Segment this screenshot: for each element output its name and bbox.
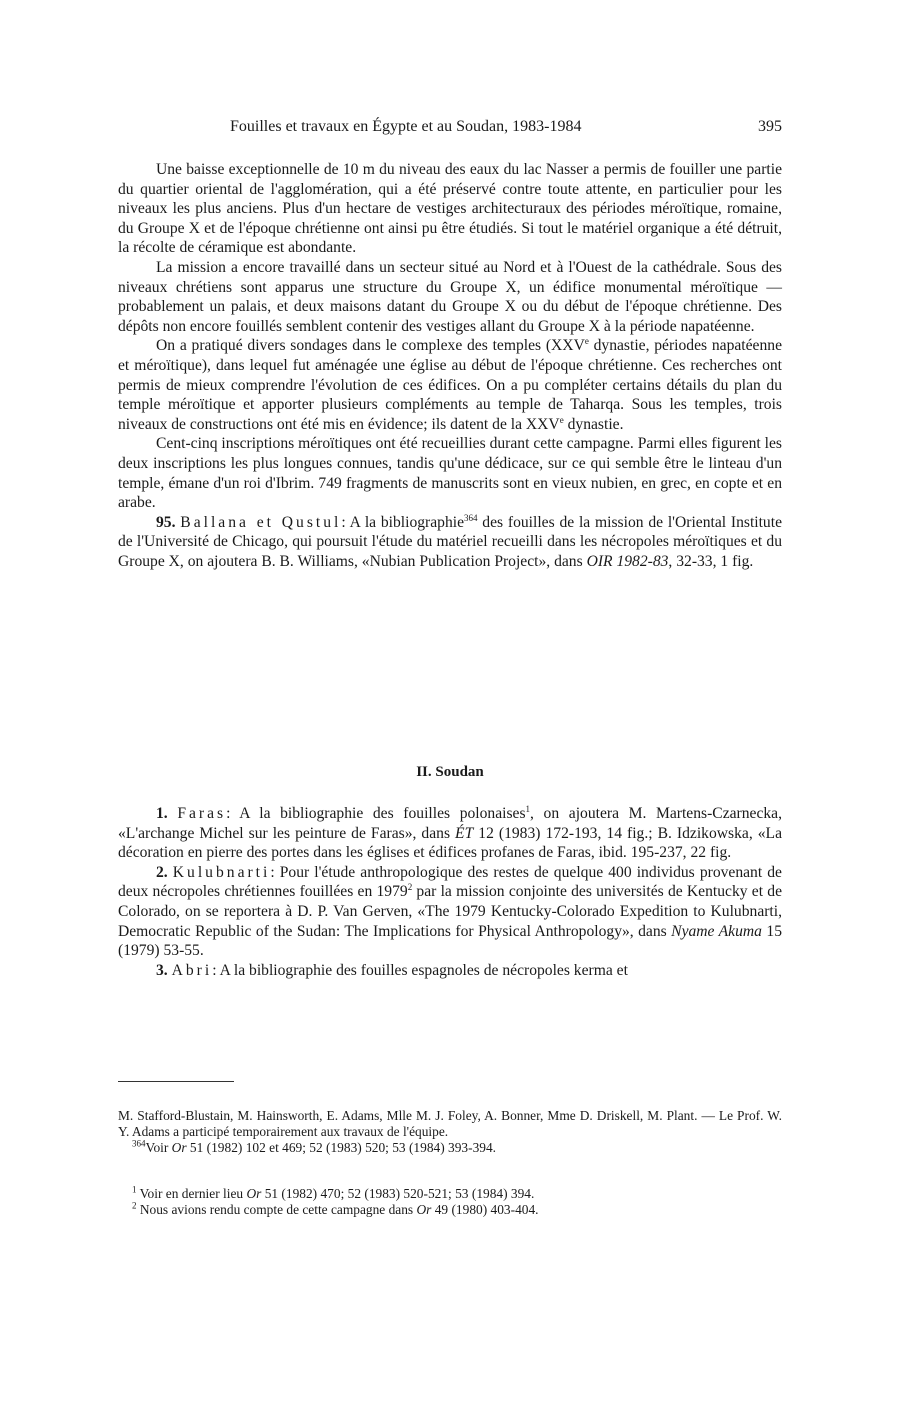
section-soudan — [118, 804, 782, 980]
entry-number: 95. — [156, 513, 176, 531]
entry-kulubnarti: 2. Kulubnarti: Pour l'étude anthropologique des restes de quelque 400 individus provenant de deux nécropoles chrétiennes fouillées en 1979$^2$ par la mission conjointe des universités de Kentucky et de Colorado, on se reportera à D. P. Van Gerven, «The 1979 Kentucky-Colorado Expedition to Kulubnarti, Democratic Republic of the Sudan: The Implications for Physical Anthropology», dans Nyame Akuma 15 (1979) 53-55. — [118, 863, 782, 960]
entry-ballana-qustul: 95. Ballana et Qustul: A la bibliographie$^{364}$ des fouilles de la mission de l'Oriental Institute de l'Université de Chicago, qui poursuit l'étude du matériel recueilli dans les nécropoles méroïtiques et du Groupe X, on ajoutera B. B. Williams, «Nubian Publication Project», dans OIR 1982-83, 32-33, 1 fig. — [118, 512, 782, 570]
footnote-2: $^2$ Nous avions rendu compte de cette campagne dans Or 49 (1980) 403-404. — [132, 1200, 539, 1217]
footnote-ref: 1 — [525, 803, 531, 814]
footnote-1: $^1$ Voir en dernier lieu Or 51 (1982) 470; 52 (1983) 520-521; 53 (1984) 394. — [132, 1184, 535, 1201]
footnote-ref: 2 — [407, 882, 413, 893]
site-name: Kulubnarti — [172, 863, 271, 881]
running-header — [118, 118, 782, 140]
entry-abri: 3. Abri: A la bibliographie des fouilles espagnoles de nécropoles kerma et — [156, 961, 628, 979]
running-title: Fouilles et travaux en Égypte et au Soudan, 1983-1984 — [230, 118, 582, 135]
site-name: Abri — [171, 961, 213, 979]
entry-number: 2. — [156, 863, 168, 881]
entry-number: 3. — [156, 961, 168, 979]
page-number: 395 — [758, 118, 782, 135]
footnote-364: $^{364}$Voir Or 51 (1982) 102 et 469; 52 (1983) 520; 53 (1984) 393-394. — [132, 1138, 496, 1155]
entry-number: 1. — [156, 805, 168, 822]
footnote-carryover: M. Stafford-Blustain, M. Hainsworth, E. Adams, Mlle M. J. Foley, A. Bonner, Mme D. Driskell, M. Plant. — Le Prof. W. Y. Adams a participé temporairement aux travaux de l'équipe. — [118, 1108, 782, 1139]
section-egypt-continuation — [118, 160, 782, 571]
paragraph-inscriptions: Cent-cinq inscriptions méroïtiques ont été recueillies durant cette campagne. Parmi elles figurent les deux inscriptions les plus longues connues, tandis qu'une dédicace, sur ce qui semble être le linteau d'un temple, émane d'un roi d'Ibrim. 749 fragments de manuscrits sont en vieux nubien, en grec, en copte et en arabe. — [118, 435, 782, 512]
footnotes-continued — [118, 1108, 782, 1156]
paragraph-lake-nasser: Une baisse exceptionnelle de 10 m du niveau des eaux du lac Nasser a permis de fouiller une partie du quartier oriental de l'agglomération, qui a été préservé contre toute attente, en particulier pour les niveaux les plus anciens. Plus d'un hectare de vestiges architecturaux des périodes méroïtique, romaine, du Groupe X et de l'époque chrétienne ont ainsi pu être étudiés. Si tout le matériel organique a été détruit, la récolte de céramique est abondante. — [118, 161, 782, 257]
paragraph-temple-soundings: On a pratiqué divers sondages dans le complexe des temples (XXVe dynastie, périodes napatéenne et méroïtique), dans lequel fut aménagée une église au début de l'époque chrétienne. Ces recherches ont permis de mieux comprendre l'évolution de ces édifices. On a pu compléter certains détails du plan du temple méroïtique et apporter plusieurs compléments au temple de Taharqa. Sous les temples, trois niveaux de constructions ont été mis en évidence; ils datent de la XXVe dynastie. — [118, 336, 782, 433]
paragraph-cathedral-sector: La mission a encore travaillé dans un secteur situé au Nord et à l'Ouest de la cathédrale. Sous des niveaux chrétiens sont apparus une structure du Groupe X, un édifice monumental méroïtique — probablement un palais, et deux maisons datant du Groupe X ou du début de l'époque chrétienne. Des dépôts non encore fouillés semblent contenir des vestiges allant du Groupe X à la période napatéenne. — [118, 258, 782, 335]
footnote-ref: 364 — [464, 512, 478, 523]
footnote-divider — [118, 1081, 234, 1082]
section-heading: II. Soudan — [416, 764, 484, 780]
site-name: Faras — [177, 805, 227, 822]
entry-faras: 1. Faras: A la bibliographie des fouilles polonaises$^1$, on ajoutera M. Martens-Czarnecka, «L'archange Michel sur les peinture de Faras», dans ÉT 12 (1983) 172-193, 14 fig.; B. Idzikowska, «La décoration en pierre des portes dans les églises et édifices profanes de Faras, ibid. 195-237, 22 fig. — [118, 803, 782, 862]
site-name: Ballana et Qustul — [180, 513, 342, 531]
footnotes — [118, 1186, 782, 1218]
